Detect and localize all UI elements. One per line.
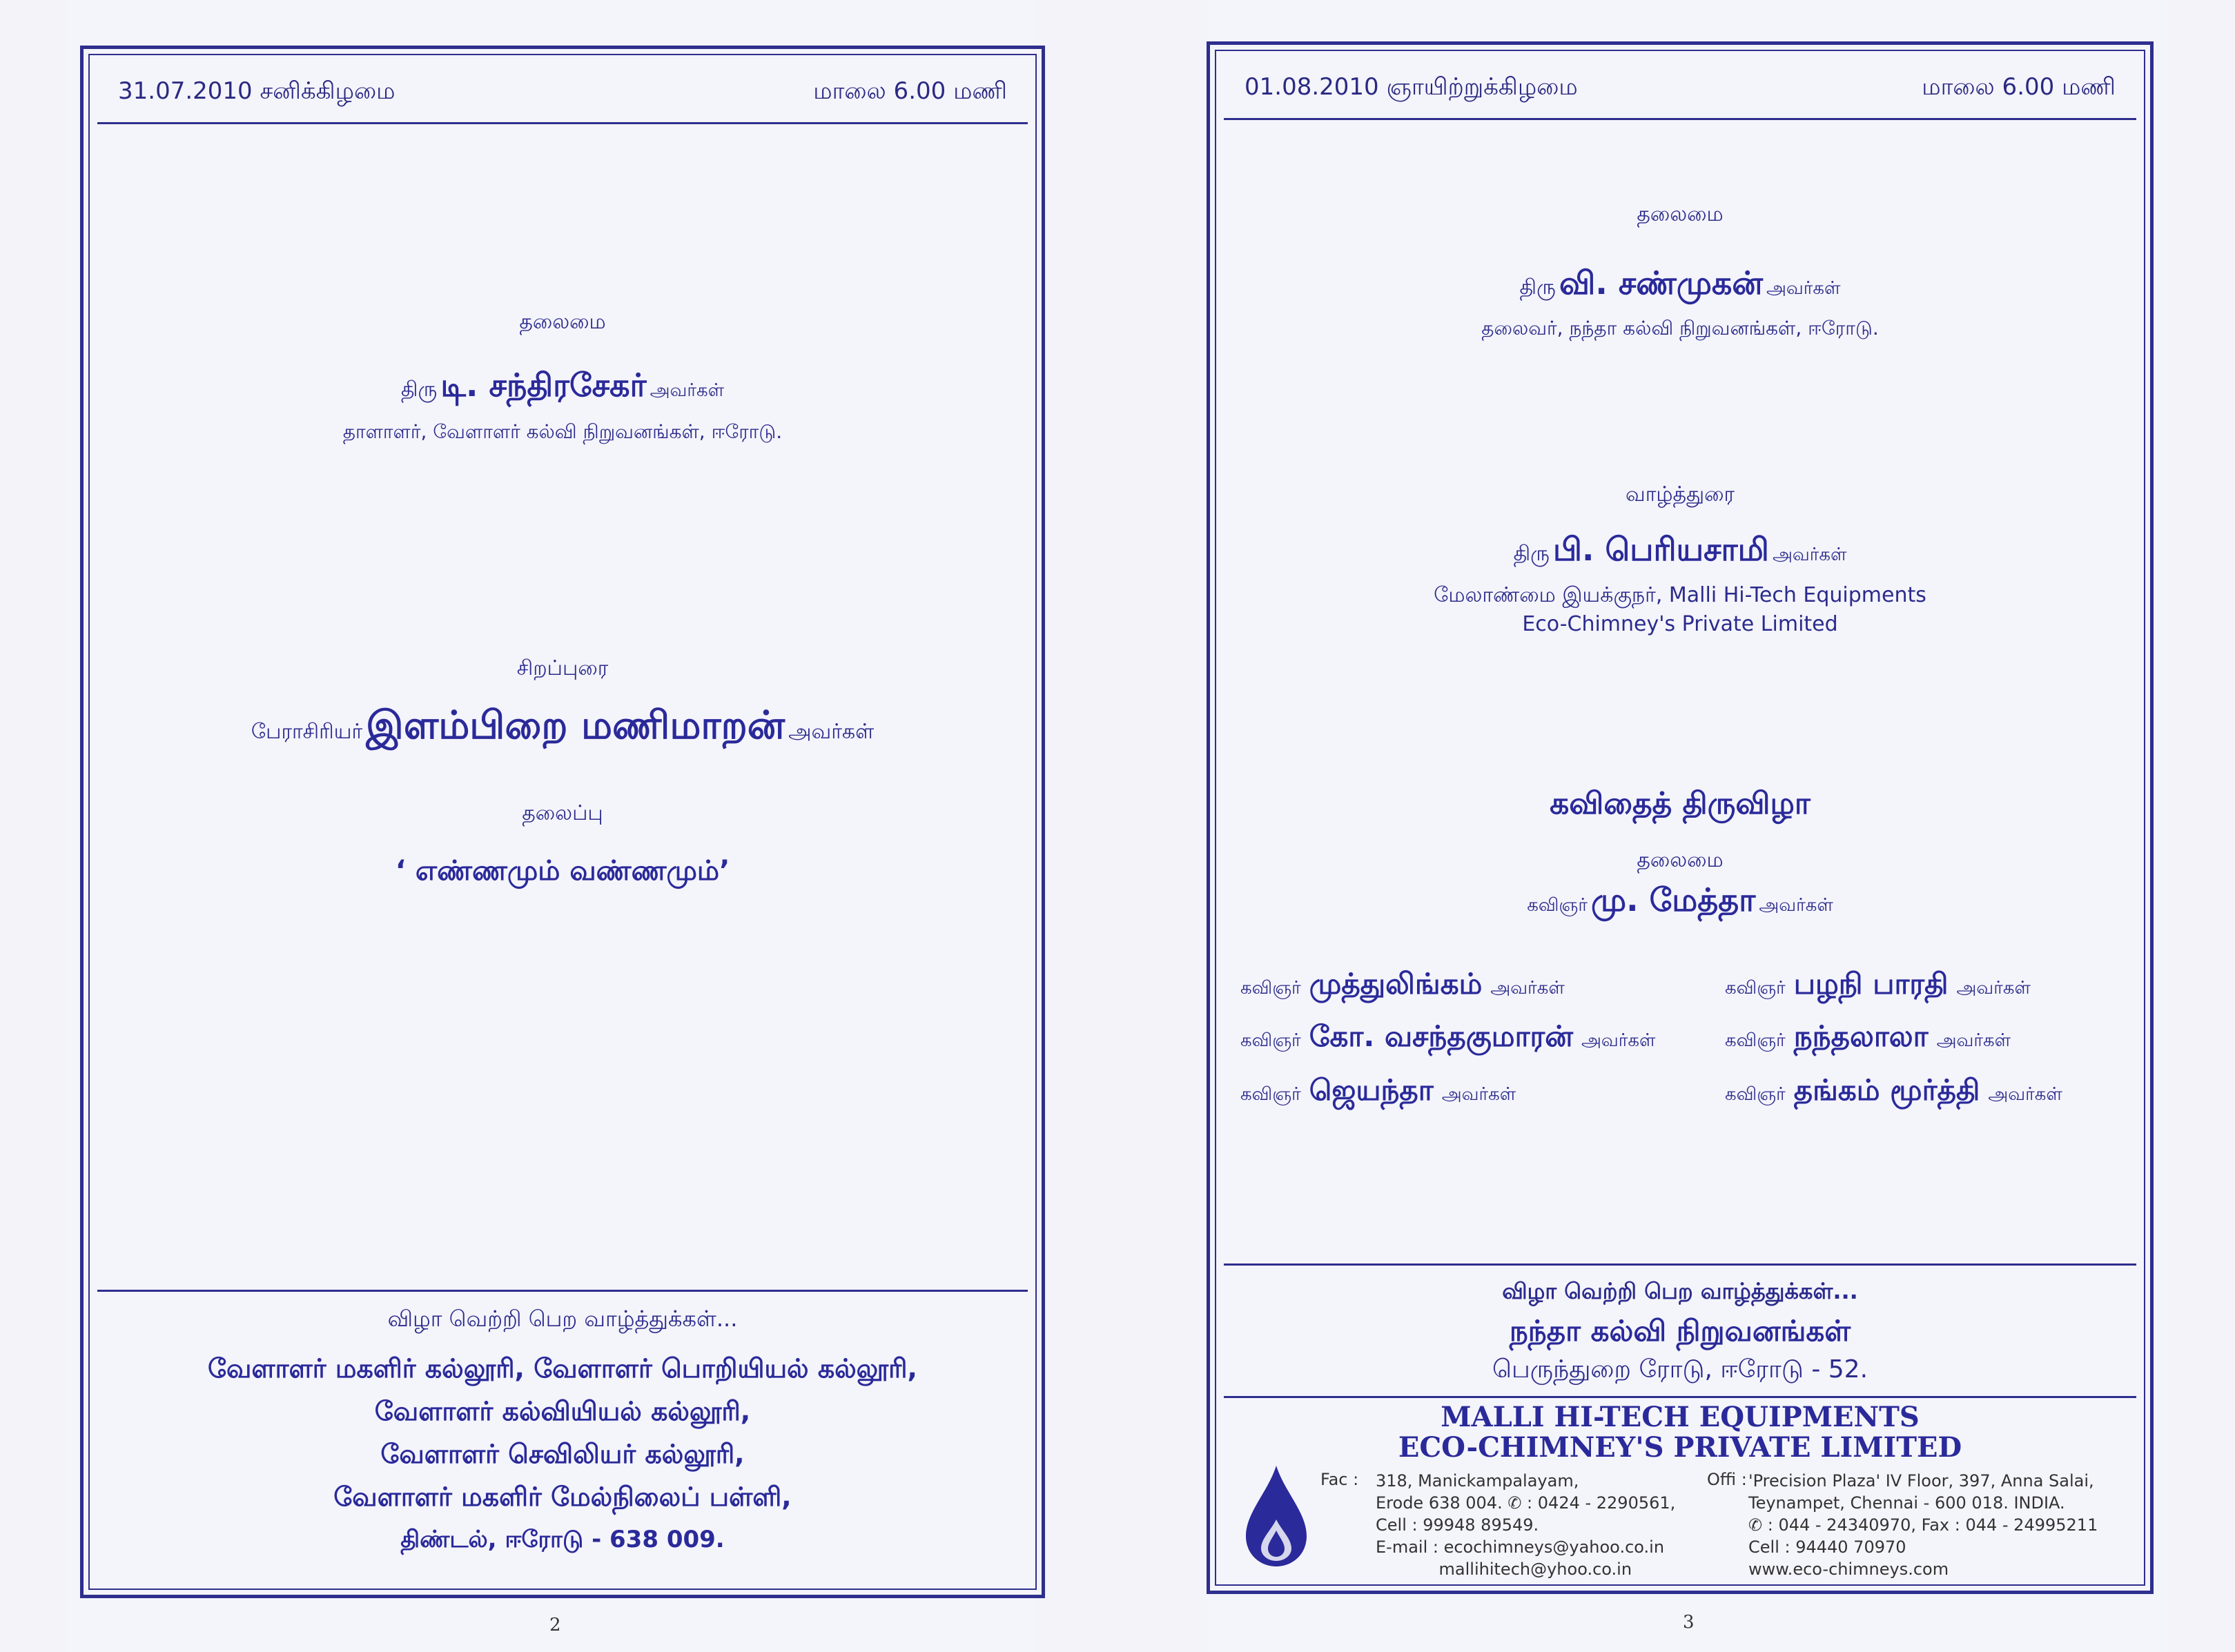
left-frame [80,46,1045,1598]
left-chair-role: தாளாளர், வேளாளர் கல்வி நிறுவனங்கள், ஈரோடு. [342,420,783,443]
right-greet-prefix: திரு [1513,542,1550,566]
right-poet-chair-prefix: கவிஞர் [1527,895,1588,916]
poet-row [1725,1073,2062,1111]
left-footer-line-2: வேளாளர் கல்வியியல் கல்லூரி, [374,1396,751,1426]
poet-row [1240,967,1565,1005]
poet-prefix: கவிஞர் [1240,1030,1301,1051]
company-name-2: ECO-CHIMNEY'S PRIVATE LIMITED [1398,1431,1962,1464]
poet-prefix: கவிஞர் [1240,978,1301,999]
right-greet-name: பி. பெரியசாமி [1553,531,1769,568]
drop-logo-icon [1243,1464,1309,1568]
right-poet-chair-label: தலைமை [1637,848,1724,872]
right-poet-chair-suffix: அவர்கள் [1759,895,1833,916]
left-footer-line-1: வேளாளர் மகளிர் கல்லூரி, வேளாளர் பொறியியல் கல்லூரி, [208,1353,917,1384]
left-topic: ‘ எண்ணமும் வண்ணமும்’ [395,855,730,887]
left-speech-label: சிறப்புரை [516,656,609,680]
right-greet-role-1: மேலாண்மை இயக்குநர், Malli Hi-Tech Equipments [1434,583,1926,607]
right-poet-chair-name: மு. மேத்தா [1591,881,1756,918]
poet-suffix: அவர்கள் [1956,978,2031,999]
left-footer-line-4: வேளாளர் மகளிர் மேல்நிலைப் பள்ளி, [333,1482,792,1512]
left-time: மாலை 6.00 மணி [813,77,1007,105]
fac-address: 318, Manickampalayam, Erode 638 004. ✆ : 0424 - 2290561, Cell : 99948 89549. E-mail : ecochimneys@yahoo.co.in mallihitech@yhoo.co.in [1376,1471,1676,1579]
poet-name: முத்துலிங்கம் [1309,967,1483,1001]
right-sponsor-addr: பெருந்துறை ரோடு, ஈரோடு - 52. [1492,1355,1868,1384]
poet-suffix: அவர்கள் [1490,978,1565,999]
poet-prefix: கவிஞர் [1725,978,1786,999]
poet-suffix: அவர்கள் [1441,1084,1516,1105]
right-chair-label: தலைமை [1637,202,1724,226]
poet-row [1725,967,2031,1005]
right-page-number: 3 [1683,1612,1695,1633]
left-topic-label: தலைப்பு [522,801,603,825]
right-chair-suffix: அவர்கள் [1766,278,1841,299]
poet-name: ஜெயந்தா [1309,1073,1434,1107]
offi-label: Offi : [1707,1470,1747,1489]
left-speaker-name: இளம்பிறை மணிமாறன் [366,703,785,748]
poet-prefix: கவிஞர் [1725,1084,1786,1105]
poet-row [1240,1073,1516,1111]
poet-name: தங்கம் மூர்த்தி [1793,1073,1980,1107]
left-footer-wish: விழா வெற்றி பெற வாழ்த்துக்கள்... [387,1306,738,1332]
right-page [1207,0,2169,1652]
right-greet-suffix: அவர்கள் [1772,544,1847,565]
right-greet-label: வாழ்த்துரை [1626,482,1735,507]
left-chair-line [84,366,1042,409]
right-date: 01.08.2010 ஞாயிற்றுக்கிழமை [1245,73,1578,101]
right-company-box [1224,1396,2136,1577]
left-speaker-prefix: பேராசிரியர் [251,720,363,744]
poet-row [1725,1019,2011,1057]
right-frame [1207,41,2154,1594]
right-greet-line [1210,531,2150,573]
poet-name: நந்தலாலா [1793,1019,1929,1053]
left-chair-suffix: அவர்கள் [650,380,725,401]
poet-name: பழநி பாரதி [1793,967,1949,1001]
poet-suffix: அவர்கள் [1581,1030,1656,1051]
left-page-number: 2 [549,1615,561,1635]
left-page [66,0,1034,1652]
poet-name: கோ. வசந்தகுமாரன் [1309,1019,1573,1053]
right-poet-chair-line [1210,881,2150,923]
left-chair-name: டி. சந்திரசேகர் [440,366,647,404]
right-greet-role-2: Eco-Chimney's Private Limited [1522,612,1838,636]
right-footer-wish: விழா வெற்றி பெற வாழ்த்துக்கள்... [1502,1278,1858,1304]
left-footer-line-3: வேளாளர் செவிலியர் கல்லூரி, [380,1439,745,1469]
poet-prefix: கவிஞர் [1725,1030,1786,1051]
right-time: மாலை 6.00 மணி [1922,73,2116,101]
poet-suffix: அவர்கள் [1936,1030,2011,1051]
company-name-1: MALLI HI-TECH EQUIPMENTS [1441,1401,1920,1433]
fac-label: Fac : [1320,1470,1359,1489]
left-chair-label: தலைமை [519,310,606,334]
poet-row [1240,1019,1655,1057]
left-speaker-suffix: அவர்கள் [788,720,875,744]
right-header [1224,59,2136,120]
right-festival-title: கவிதைத் திருவிழா [1550,786,1811,821]
right-chair-prefix: திரு [1519,275,1556,299]
left-chair-prefix: திரு [400,377,438,402]
left-speaker-line [84,703,1042,753]
right-sponsor-box [1224,1263,2136,1397]
poet-prefix: கவிஞர் [1240,1084,1301,1105]
poet-suffix: அவர்கள் [1988,1084,2062,1105]
right-chair-name: வி. சண்முகன் [1559,264,1763,302]
right-chair-line [1210,264,2150,306]
left-header [97,63,1028,124]
left-footer-line-5: திண்டல், ஈரோடு - 638 009. [400,1526,725,1553]
offi-address: 'Precision Plaza' IV Floor, 397, Anna Salai, Teynampet, Chennai - 600 018. INDIA. ✆ : 044 - 24340970, Fax : 044 - 24995211 Cell : 94440 70970 www.eco-chimneys.com [1748,1471,2098,1579]
left-date: 31.07.2010 சனிக்கிழமை [118,77,396,105]
right-chair-role: தலைவர், நந்தா கல்வி நிறுவனங்கள், ஈரோடு. [1481,317,1879,340]
right-sponsor-name: நந்தா கல்வி நிறுவனங்கள் [1509,1314,1851,1348]
left-footer [97,1290,1028,1581]
